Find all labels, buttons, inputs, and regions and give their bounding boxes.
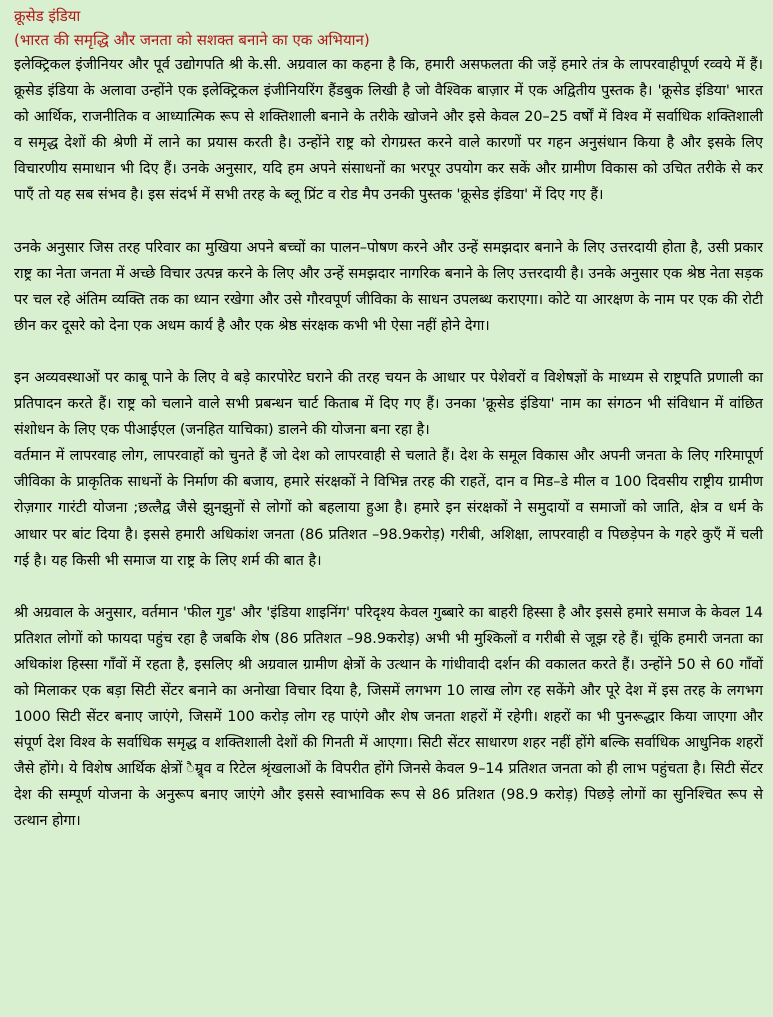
paragraph-1: इलेक्ट्रिकल इंजीनियर और पूर्व उद्योगपति श्री के.सी. अग्रवाल का कहना है कि, हमारी असफलता की जड़ें हमारे तंत्र के लापरवाहीपूर्ण रव्वये में हैं। क्रूसेड इंडिया के अलावा उन्होंने एक इलेक्ट्रिकल इंजीनियरिंग हैंडबुक लिखी है जो वैश्विक बाज़ार में एक अद्वितीय पुस्तक है। 'क्रूसेड इंडिया' भारत को आर्थिक, राजनीतिक व आध्यात्मिक रूप से शक्तिशाली बनाने के तरीके खोजने और इसे केवल 20–25 वर्षों में विश्व में सर्वाधिक शक्तिशाली व समृद्ध देशों की श्रेणी में लाने का प्रयास करती है। उन्होंने राष्ट्र को रोगग्रस्त करने वाले कारणों पर गहन अनुसंधान किया है और इसके लिए विचारणीय समाधान भी दिए हैं। उनके अनुसार, यदि हम अपने संसाधनों का भरपूर उपयोग कर सकें और ग्रामीण विकास को उचित तरीके से कर पाएँ तो यह सब संभव है। इस संदर्भ में सभी तरह के ब्लू प्रिंट व रोड मैप उनकी पुस्तक 'क्रूसेड इंडिया' में दिए गए हैं। xyxy=(14,57,763,204)
paragraph-gap xyxy=(14,574,763,600)
paragraph-gap xyxy=(14,339,763,365)
paragraph-gap xyxy=(14,209,763,235)
paragraph-5: श्री अग्रवाल के अनुसार, वर्तमान 'फील गुड' और 'इंडिया शाइनिंग' परिदृश्य केवल गुब्बारे का बाहरी हिस्सा है और इससे हमारे समाज के केवल 14 प्रतिशत लोगों को फायदा पहुंच रहा है जबकि शेष (86 प्रतिशत –98.9करोड़) अभी भी मुश्किलों व गरीबी से जूझ रहे हैं। चूंकि हमारी जनता का अधिकांश हिस्सा गाँवों में रहता है, इसलिए श्री अग्रवाल ग्रामीण क्षेत्रों के उत्थान के गांधीवादी दर्शन की वकालत करते हैं। उन्होंने 50 से 60 गाँवों को मिलाकर एक बड़ा सिटी सेंटर बनाने का अनोखा विचार दिया है, जिसमें लगभग 10 लाख लोग रह सकेंगे और पूरे देश में इस तरह के लगभग 1000 सिटी सेंटर बनाए जाएंगे, जिसमें 100 करोड़ लोग रह पाएंगे और शेष जनता शहरों में रहेगी। शहरों का भी पुनरूद्धार किया जाएगा और संपूर्ण देश विश्व के सर्वाधिक समृद्ध व शक्तिशाली देशों की गिनती में आएगा। सिटी सेंटर साधारण शहर नहीं होंगे बल्कि सर्वाधिक आधुनिक शहरों जैसे होंगे। ये विशेष आर्थिक क्षेत्रों ैम्र्र्व व रिटेल श्रृंखलाओं के विपरीत होंगे जिनसे केवल 9–14 प्रतिशत जनता को ही लाभ पहुंचता है। सिटी सेंटर देश की सम्पूर्ण योजना के अनुरूप बनाए जाएंगे और इससे स्वाभाविक रूप से 86 प्रतिशत (98.9 करोड़) पिछड़े लोगों का सुनिश्चित रूप से उत्थान होगा। xyxy=(14,604,763,830)
paragraph-4: वर्तमान में लापरवाह लोग, लापरवाहों को चुनते हैं जो देश को लापरवाही से चलाते हैं। देश के समूल विकास और अपनी जनता के लिए गरिमापूर्ण जीविका के प्राकृतिक साधनों के निर्माण की बजाय, हमारे संरक्षकों ने विभिन्न तरह की राहतें, दान व मिड–डे मील व 100 दिवसीय राष्ट्रीय ग्रामीण रोज़गार गारंटी योजना ;छत्लैद्व जैसे झुनझुनों से लोगों को बहलाया हुआ है। हमारे इन संरक्षकों ने समुदायों व समाजों को जाति, क्षेत्र व धर्म के आधार पर बांट दिया है। इससे हमारी अधिकांश जनता (86 प्रतिशत –98.9करोड़) गरीबी, अशिक्षा, लापरवाही व पिछड़ेपन के गहरे कुएँ में चली गई है। यह किसी भी समाज या राष्ट्र के लिए शर्म की बात है। xyxy=(14,448,763,569)
page-subtitle: (भारत की समृद्धि और जनता को सशक्त बनाने का एक अभियान) xyxy=(14,31,370,49)
paragraph-2: उनके अनुसार जिस तरह परिवार का मुखिया अपने बच्चों का पालन–पोषण करने और उन्हें समझदार बनाने के लिए उत्तरदायी होता है, उसी प्रकार राष्ट्र का नेता जनता में अच्छे विचार उत्पन्न करने के लिए और उन्हें समझदार नागरिक बनाने के लिए उत्तरदायी है। उनके अनुसार एक श्रेष्ठ नेता सड़क पर चल रहे अंतिम व्यक्ति तक का ध्यान रखेगा और उसे गौरवपूर्ण जीविका के साधन उपलब्ध कराएगा। कोटे या आरक्षण के नाम पर एक की रोटी छीन कर दूसरे को देना एक अधम कार्य है और एक श्रेष्ठ संरक्षक कभी भी ऐसा नहीं होने देगा। xyxy=(14,239,763,334)
paragraph-3: इन अव्यवस्थाओं पर काबू पाने के लिए वे बड़े कारपोरेट घराने की तरह चयन के आधार पर पेशेवरों व विशेषज्ञों के माध्यम से राष्ट्रपति प्रणाली का प्रतिपादन करते हैं। राष्ट्र को चलाने वाले सभी प्रबन्धन चार्ट किताब में दिए गए हैं। उनका 'क्रूसेड इंडिया' नाम का संगठन भी संविधान में वांछित संशोधन के लिए एक पीआईएल (जनहित याचिका) डालने की योजना बना रहा है। xyxy=(14,369,763,439)
page-title: क्रूसेड इंडिया xyxy=(14,7,81,25)
